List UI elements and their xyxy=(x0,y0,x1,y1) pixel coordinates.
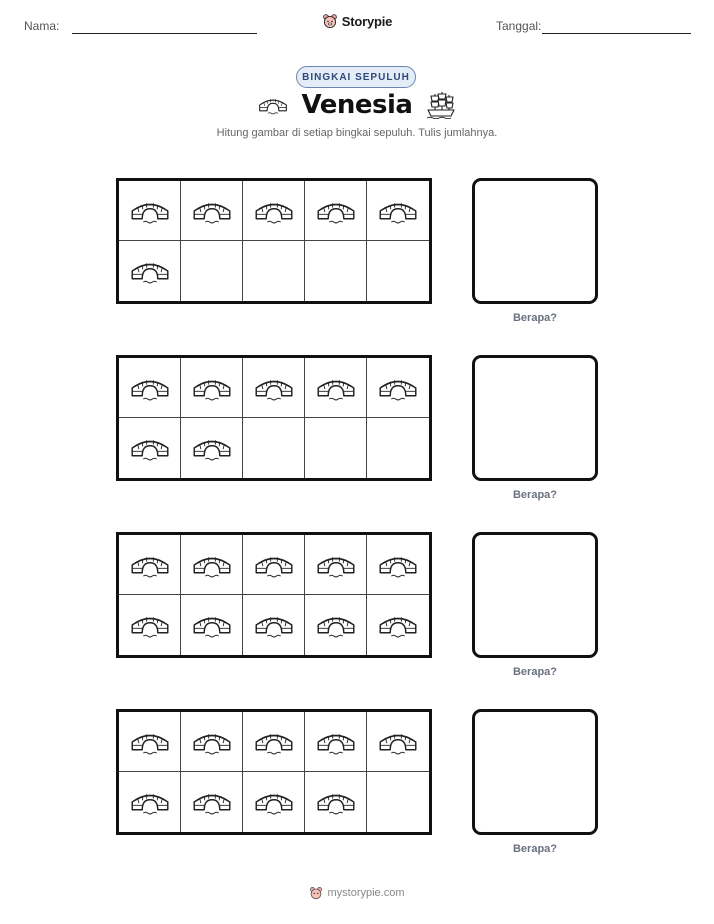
ten-frame-cell xyxy=(305,358,367,418)
answer-box[interactable] xyxy=(472,532,598,658)
bridge-icon xyxy=(192,373,232,403)
bridge-icon xyxy=(316,787,356,817)
ten-frame-cell xyxy=(367,535,429,595)
bridge-icon xyxy=(192,727,232,757)
ten-frame xyxy=(116,532,432,658)
ten-frame-cell xyxy=(243,418,305,478)
ten-frame-cell xyxy=(367,712,429,772)
bridge-icon xyxy=(258,94,288,116)
ten-frame-cell xyxy=(305,535,367,595)
ten-frame xyxy=(116,709,432,835)
bridge-icon xyxy=(130,433,170,463)
bridge-icon xyxy=(130,610,170,640)
bridge-icon xyxy=(316,373,356,403)
storypie-mascot-icon xyxy=(309,886,323,900)
ten-frame-cell xyxy=(305,595,367,655)
ten-frame-cell xyxy=(181,241,243,301)
bridge-icon xyxy=(378,196,418,226)
ten-frame-cell xyxy=(367,595,429,655)
brand-name: Storypie xyxy=(341,13,393,29)
name-field[interactable] xyxy=(72,33,257,34)
bridge-icon xyxy=(316,727,356,757)
bridge-icon xyxy=(254,373,294,403)
bridge-icon xyxy=(254,610,294,640)
ten-frame-cell xyxy=(181,418,243,478)
ten-frame-cell xyxy=(243,181,305,241)
ten-frame-cell xyxy=(119,418,181,478)
ten-frame xyxy=(116,355,432,481)
bridge-icon xyxy=(316,196,356,226)
bridge-icon xyxy=(192,550,232,580)
ten-frame-cell xyxy=(305,418,367,478)
ten-frame-cell xyxy=(181,358,243,418)
footer xyxy=(0,886,714,900)
ten-frame-cell xyxy=(119,712,181,772)
ten-frame-cell xyxy=(243,358,305,418)
worksheet-badge: BINGKAI SEPULUH xyxy=(296,66,416,88)
ten-frame-cell xyxy=(305,181,367,241)
ten-frame-cell xyxy=(367,241,429,301)
date-field[interactable] xyxy=(542,33,691,34)
answer-box[interactable] xyxy=(472,355,598,481)
ten-frame-cell xyxy=(119,241,181,301)
ten-frame-cell xyxy=(181,181,243,241)
ten-frame-cell xyxy=(367,772,429,832)
bridge-icon xyxy=(192,610,232,640)
answer-prompt: Berapa? xyxy=(512,489,558,501)
title-row xyxy=(0,90,714,120)
bridge-icon xyxy=(192,196,232,226)
ten-frame-cell xyxy=(243,241,305,301)
bridge-icon xyxy=(254,196,294,226)
answer-prompt: Berapa? xyxy=(512,843,558,855)
ten-frame-cell xyxy=(367,181,429,241)
answer-box[interactable] xyxy=(472,178,598,304)
ten-frame-cell xyxy=(181,595,243,655)
ten-frame-cell xyxy=(305,241,367,301)
bridge-icon xyxy=(192,787,232,817)
ten-frame-cell xyxy=(181,535,243,595)
bridge-icon xyxy=(316,610,356,640)
storypie-mascot-icon xyxy=(322,13,338,29)
ten-frame-cell xyxy=(305,772,367,832)
ten-frame-cell xyxy=(119,772,181,832)
sailing-ship-icon xyxy=(426,91,456,119)
ten-frame-cell xyxy=(243,772,305,832)
bridge-icon xyxy=(192,433,232,463)
ten-frame-cell xyxy=(119,181,181,241)
bridge-icon xyxy=(130,373,170,403)
ten-frame-cell xyxy=(181,712,243,772)
ten-frame-cell xyxy=(243,535,305,595)
footer-url[interactable]: mystorypie.com xyxy=(327,887,405,899)
bridge-icon xyxy=(378,373,418,403)
date-label: Tanggal: xyxy=(496,19,542,33)
name-label: Nama: xyxy=(24,19,60,33)
bridge-icon xyxy=(254,550,294,580)
ten-frame-cell xyxy=(181,772,243,832)
ten-frame-cell xyxy=(367,358,429,418)
bridge-icon xyxy=(130,787,170,817)
ten-frame-cell xyxy=(119,358,181,418)
ten-frame-cell xyxy=(367,418,429,478)
bridge-icon xyxy=(130,727,170,757)
brand-logo xyxy=(0,13,714,29)
page-title: Venesia xyxy=(301,90,413,120)
ten-frame-cell xyxy=(119,595,181,655)
answer-box[interactable] xyxy=(472,709,598,835)
ten-frame-cell xyxy=(305,712,367,772)
ten-frame-cell xyxy=(243,595,305,655)
ten-frame-cell xyxy=(119,535,181,595)
bridge-icon xyxy=(130,196,170,226)
ten-frame xyxy=(116,178,432,304)
bridge-icon xyxy=(130,256,170,286)
bridge-icon xyxy=(378,610,418,640)
bridge-icon xyxy=(316,550,356,580)
instructions: Hitung gambar di setiap bingkai sepuluh. Tulis jumlahnya. xyxy=(216,127,498,139)
bridge-icon xyxy=(130,550,170,580)
answer-prompt: Berapa? xyxy=(512,312,558,324)
bridge-icon xyxy=(254,727,294,757)
bridge-icon xyxy=(254,787,294,817)
answer-prompt: Berapa? xyxy=(512,666,558,678)
bridge-icon xyxy=(378,550,418,580)
bridge-icon xyxy=(378,727,418,757)
ten-frame-cell xyxy=(243,712,305,772)
